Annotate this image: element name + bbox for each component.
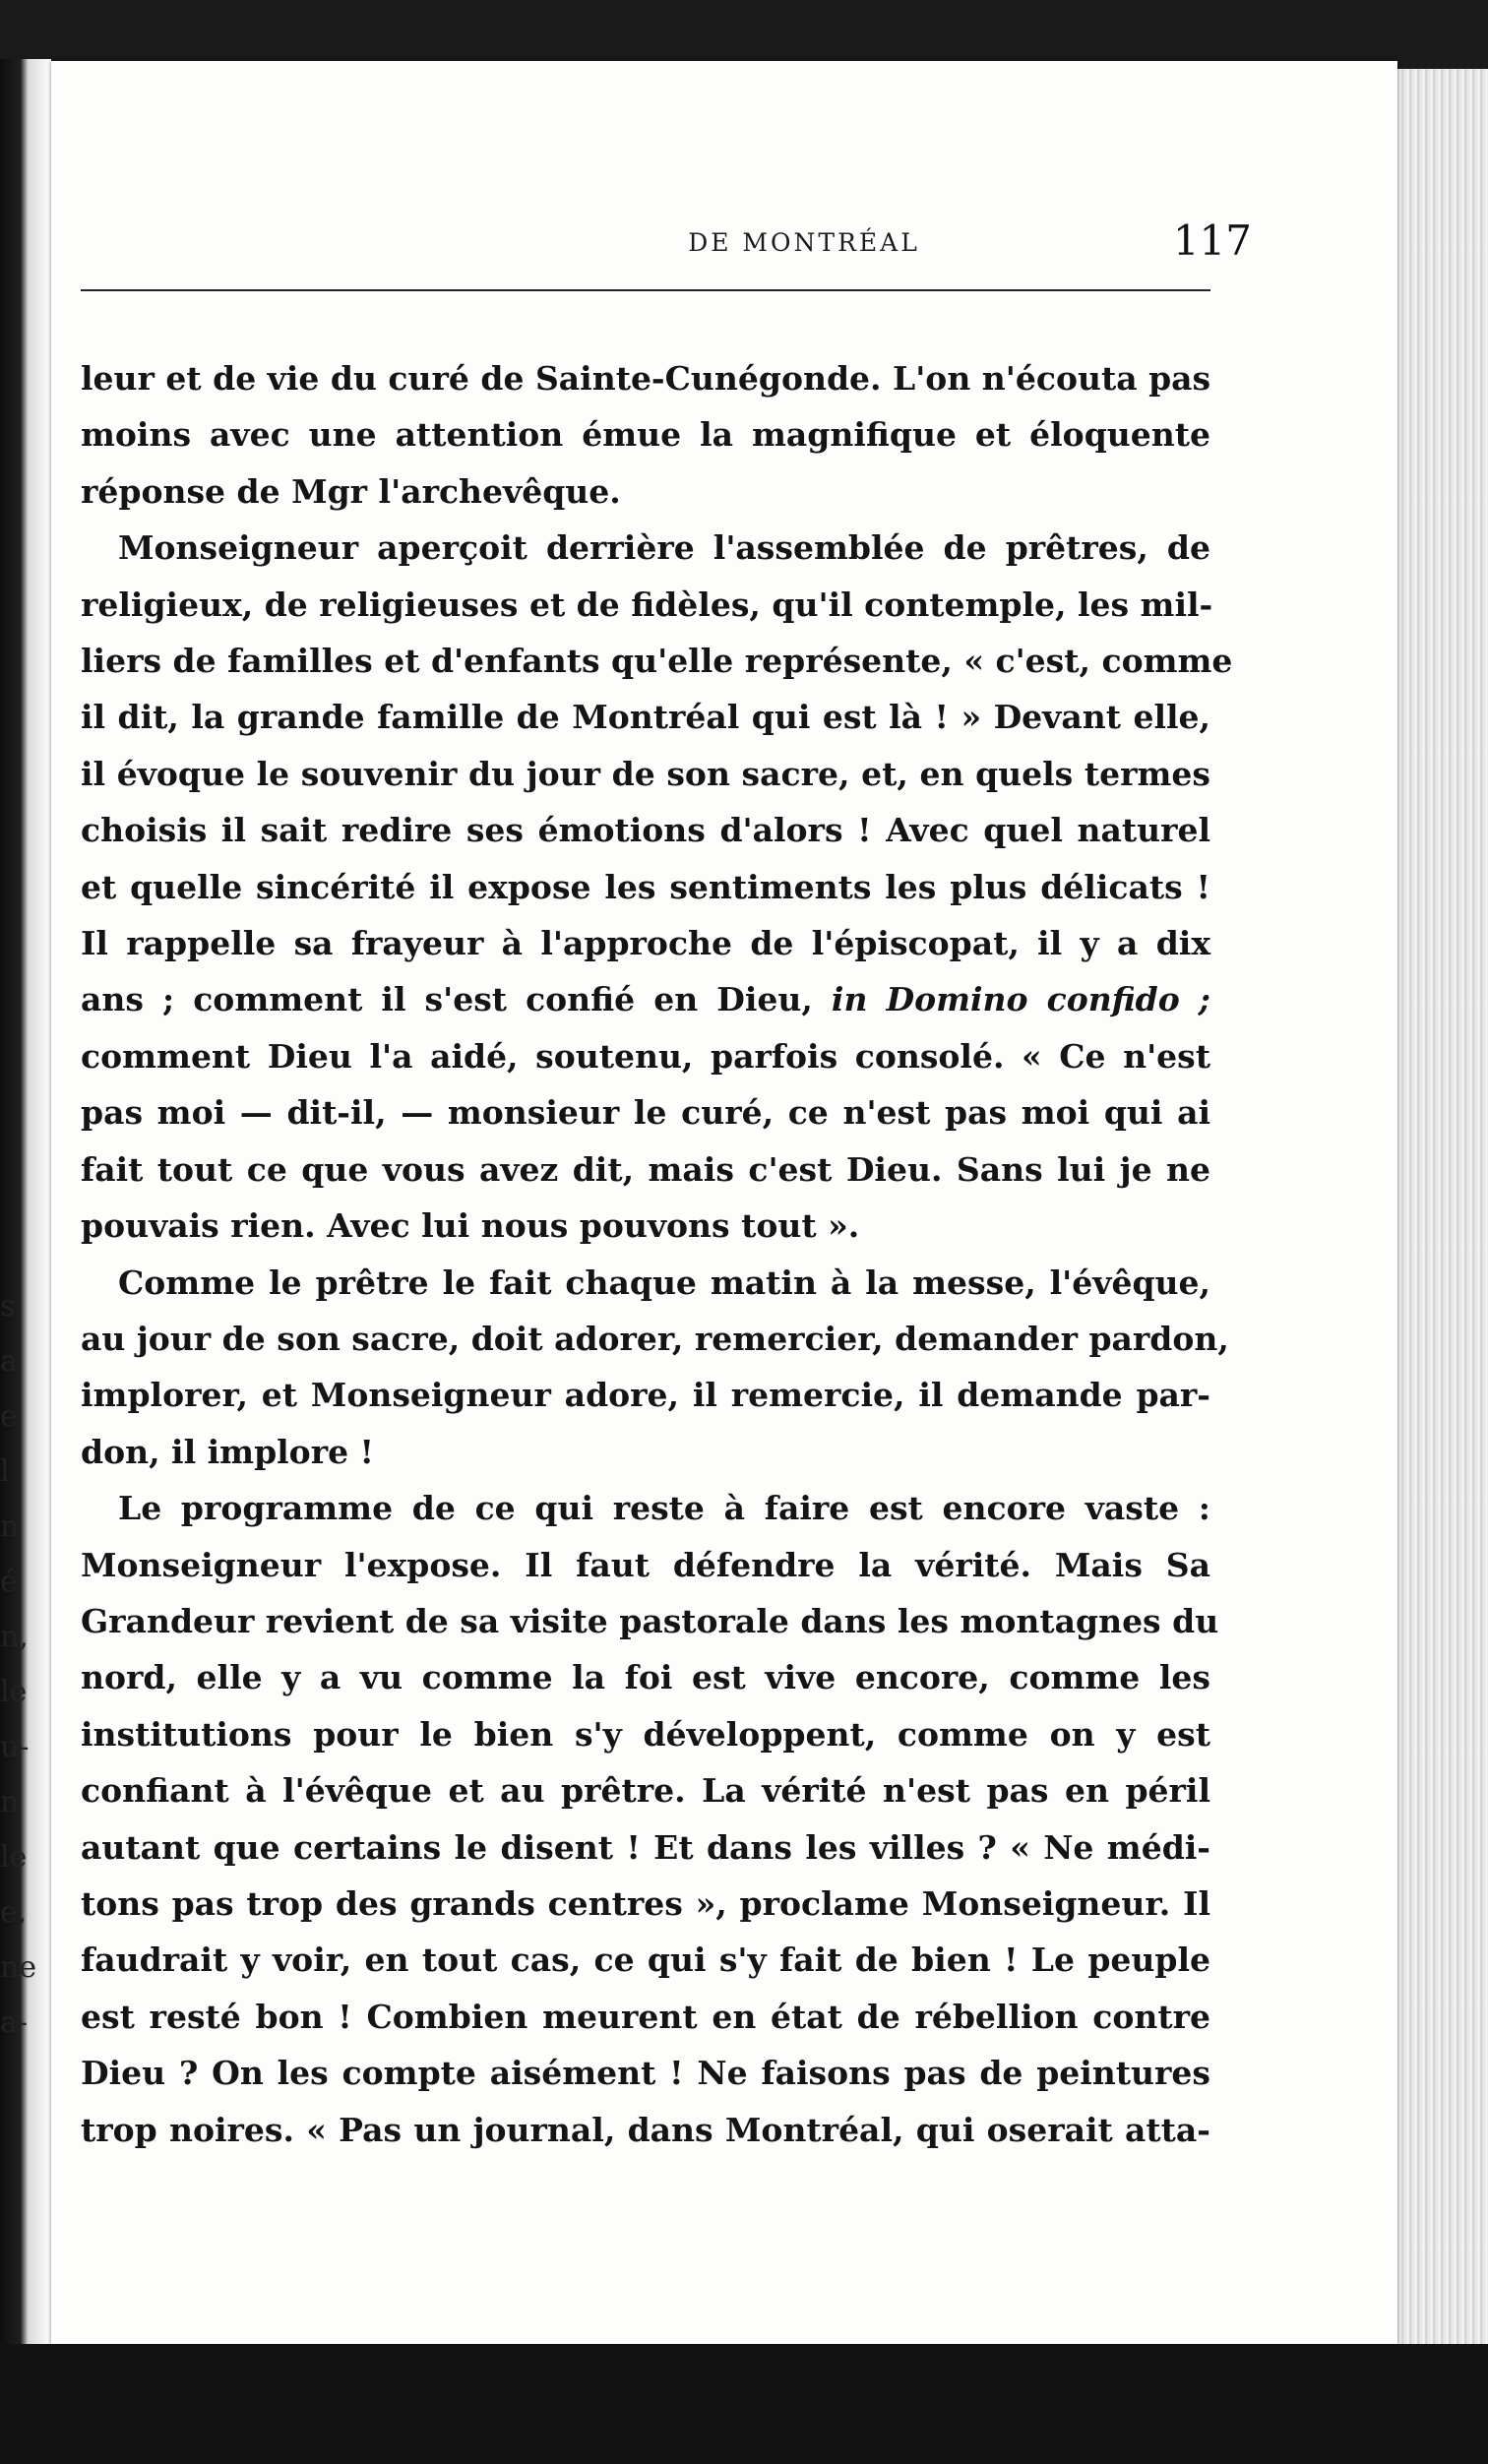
book-page [51,61,1397,2344]
page-number: 117 [1172,216,1252,265]
body-text [81,350,1233,2158]
text-fragment: ans ; comment il s'est confié en Dieu, [81,980,813,1019]
text-line: Le programme de ce qui reste à faire est encore vaste : [118,1489,1210,1528]
fragment: é [0,1565,18,1599]
fragment: le [0,1675,28,1709]
fragment: le [0,1840,28,1875]
fragment: e [0,1399,18,1434]
fragment: l [0,1454,10,1489]
text-line: est resté bon ! Combien meurent en état de rébellion contre [81,1997,1210,2036]
text-line: autant que certains le disent ! Et dans les villes ? « Ne médi- [81,1827,1210,1867]
text-line: réponse de Mgr l'archevêque. [81,471,621,511]
text-line: fait tout ce que vous avez dit, mais c'est Dieu. Sans lui je ne [81,1149,1210,1189]
text-line: faudrait y voir, en tout cas, ce qui s'y fait de bien ! Le peuple [81,1940,1210,1980]
text-line: religieux, de religieuses et de fidèles, qu'il contemple, les mil- [81,585,1213,624]
text-line: tons pas trop des grands centres », proclame Monseigneur. Il [81,1883,1210,1923]
text-line: confiant à l'évêque et au prêtre. La vérité n'est pas en péril [81,1771,1210,1811]
text-line: il évoque le souvenir du jour de son sacre, et, en quels termes [81,754,1210,793]
paragraph [81,520,1233,1254]
text-line: pas moi — dit-il, — monsieur le curé, ce n'est pas moi qui ai [81,1093,1210,1133]
text-line: comment Dieu l'a aidé, soutenu, parfois consolé. « Ce n'est [81,1036,1210,1076]
fragment: a- [0,2005,29,2040]
running-head: DE MONTRÉAL [688,228,920,257]
text-line: leur et de vie du curé de Sainte-Cunégonde. L'on n'écouta pas [81,359,1211,398]
latin-quotation: in Domino confido ; [831,980,1210,1019]
paragraph [81,1255,1229,1481]
facing-page-fragments [0,1279,37,2051]
text-line-with-italic [81,971,1210,1027]
fragment: e, [0,1895,28,1930]
text-line: Grandeur revient de sa visite pastorale dans les montagnes du [81,1601,1219,1640]
text-line: nord, elle y a vu comme la foi est vive encore, comme les [81,1658,1210,1697]
page-stack-edge [1397,69,1488,2362]
text-line: il dit, la grande famille de Montréal qui est là ! » Devant elle, [81,698,1210,737]
text-line: Dieu ? On les compte aisément ! Ne faisons pas de peintures [81,2054,1210,2093]
text-line: pouvais rien. Avec lui nous pouvons tout ». [81,1206,860,1246]
fragment: u- [0,1730,30,1764]
fragment: a [0,1344,18,1379]
text-line: institutions pour le bien s'y développent, comme on y est [81,1714,1210,1754]
text-line: trop noires. « Pas un journal, dans Montréal, qui oserait atta- [81,2110,1210,2149]
text-line: Comme le prêtre le fait chaque matin à la messe, l'évêque, [118,1263,1210,1302]
fragment: ne [0,1950,37,1985]
text-line: moins avec une attention émue la magnifique et éloquente [81,415,1210,455]
scan-background [0,2344,1488,2464]
text-line: Monseigneur aperçoit derrière l'assemblée de prêtres, de [118,528,1210,568]
facing-page-edge [0,59,51,2411]
text-line: Monseigneur l'expose. Il faut défendre la vérité. Mais Sa [81,1545,1210,1584]
fragment: n [0,1509,20,1544]
text-line: don, il implore ! [81,1432,375,1471]
text-line: au jour de son sacre, doit adorer, remercier, demander pardon, [81,1319,1229,1358]
text-line: Il rappelle sa frayeur à l'approche de l'épiscopat, il y a dix [81,924,1210,963]
header-rule [81,289,1210,291]
text-line: liers de familles et d'enfants qu'elle représente, « c'est, comme [81,642,1233,681]
fragment: n, [0,1620,29,1654]
text-line: implorer, et Monseigneur adore, il remercie, il demande par- [81,1376,1210,1415]
paragraph [81,1480,1219,2158]
text-line: choisis il sait redire ses émotions d'alors ! Avec quel naturel [81,811,1210,850]
paragraph [81,350,1210,520]
text-line: et quelle sincérité il expose les sentiments les plus délicats ! [81,867,1210,906]
fragment: n [0,1785,20,1819]
fragment: s [0,1289,16,1324]
